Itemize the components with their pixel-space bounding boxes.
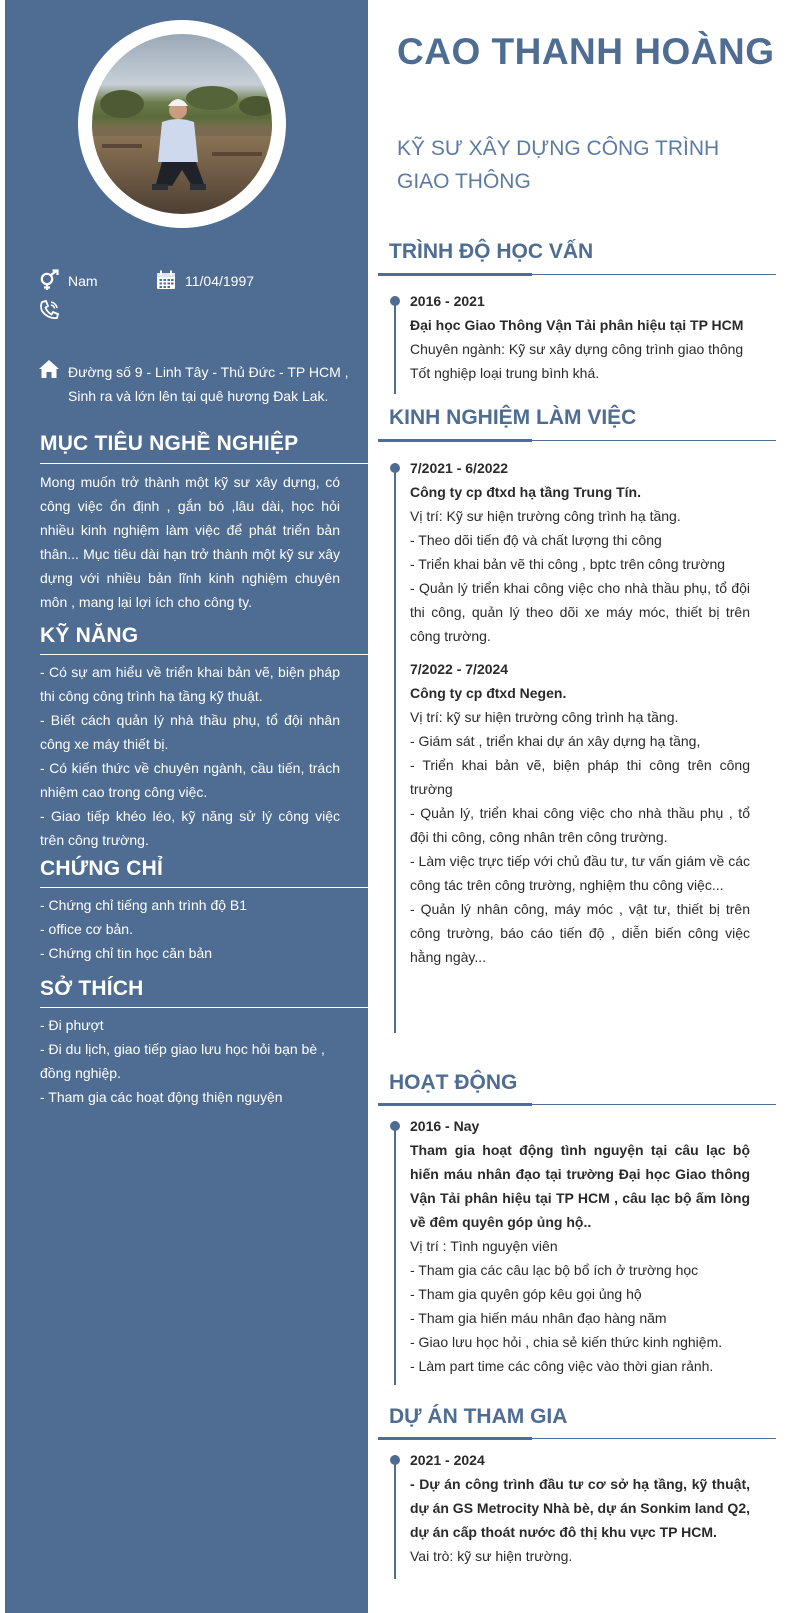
- skills-divider: [40, 654, 373, 655]
- objective-text: Mong muốn trở thành một kỹ sư xây dựng, có công việc ổn định , gắn bó ,lâu dài, học hỏi nhiều kinh nghiệm làm việc để phát triển bản thân... Mục tiêu dài hạn trở thành một kỹ sư xây dựng với nhiều bản lĩnh kinh nghiệm chuyên môn , mang lại lợi ích cho công ty.: [40, 474, 340, 610]
- job-period: 7/2022 - 7/2024: [410, 661, 509, 677]
- hobby-item: - Đi phượt: [40, 1017, 104, 1033]
- avatar-photo: [92, 34, 272, 214]
- activities-line: - Làm part time các công việc vào thời gian rảnh.: [410, 1358, 714, 1374]
- skills-list: [40, 660, 340, 852]
- timeline-dot: [390, 1121, 400, 1131]
- hobby-item: - Tham gia các hoạt động thiện nguyện: [40, 1089, 283, 1105]
- job-line: - Quản lý nhân công, máy móc , vật tư, thiết bị trên công trường, báo cáo tiến độ , diễn biến công việc hằng ngày...: [410, 901, 750, 965]
- certificate-item: - office cơ bản.: [40, 921, 133, 937]
- job-line: Vị trí: kỹ sư hiện trường công trình hạ tầng.: [410, 709, 679, 725]
- activities-line: - Tham gia quyên góp kêu gọi ủng hộ: [410, 1286, 642, 1302]
- home-icon: [38, 358, 60, 380]
- activities-period: 2016 - Nay: [410, 1118, 480, 1134]
- objective-divider: [40, 463, 373, 464]
- job-line: - Quản lý, triển khai công việc cho nhà thầu phụ , tổ đội thi công, công nhân trên công trường.: [410, 805, 750, 845]
- activities-line: - Giao lưu học hỏi , chia sẻ kiến thức kinh nghiệm.: [410, 1334, 723, 1350]
- experience-job-2: [410, 657, 750, 969]
- timeline-dot: [390, 296, 400, 306]
- activities-line: Vị trí : Tình nguyện viên: [410, 1238, 558, 1254]
- education-timeline: [394, 296, 396, 394]
- timeline-dot: [390, 463, 400, 473]
- birthdate-value: 11/04/1997: [185, 273, 255, 289]
- gender-value: Nam: [68, 273, 98, 289]
- skill-item: - Có kiến thức về chuyên ngành, cầu tiến, trách nhiệm cao trong công việc.: [40, 760, 340, 800]
- activities-line: - Tham gia các câu lạc bộ bổ ích ở trường học: [410, 1262, 699, 1278]
- skill-item: - Có sự am hiểu về triển khai bản vẽ, biện pháp thi công công trình hạ tầng kỹ thuật.: [40, 664, 340, 704]
- job-line: - Theo dõi tiến độ và chất lượng thi công: [410, 532, 662, 548]
- gender-icon: [38, 269, 60, 291]
- avatar: [92, 34, 272, 214]
- education-entry: [410, 289, 750, 385]
- experience-divider-accent: [378, 439, 532, 442]
- job-company: Công ty cp đtxd hạ tầng Trung Tín.: [410, 484, 641, 500]
- projects-divider-accent: [378, 1437, 532, 1440]
- job-company: Công ty cp đtxd Negen.: [410, 685, 567, 701]
- job-line: - Quản lý triển khai công việc cho nhà thầu phụ, tổ đội thi công, quản lý theo dõi xe máy móc, thiết bị trên công trường.: [410, 580, 750, 644]
- job-line: - Triển khai bản vẽ thi công , bptc trên công trường: [410, 556, 726, 572]
- calendar-icon: [155, 269, 177, 291]
- job-line: - Giám sát , triển khai dự án xây dựng hạ tầng,: [410, 733, 701, 749]
- education-school: Đại học Giao Thông Vận Tải phân hiệu tại TP HCM: [410, 317, 744, 333]
- experience-title: KINH NGHIỆM LÀM VIỆC: [389, 406, 637, 429]
- certificates-divider: [40, 887, 373, 888]
- activities-entry: [410, 1114, 750, 1378]
- education-line: Chuyên ngành: Kỹ sư xây dựng công trình giao thông: [410, 341, 744, 357]
- education-period: 2016 - 2021: [410, 293, 485, 309]
- projects-period: 2021 - 2024: [410, 1452, 485, 1468]
- activities-timeline: [394, 1121, 396, 1385]
- education-title: TRÌNH ĐỘ HỌC VẤN: [389, 240, 594, 263]
- hobbies-divider: [40, 1007, 373, 1008]
- candidate-title: KỸ SƯ XÂY DỰNG CÔNG TRÌNH GIAO THÔNG: [397, 137, 720, 193]
- activities-line: - Tham gia hiến máu nhân đạo hàng năm: [410, 1310, 667, 1326]
- job-line: - Triển khai bản vẽ, biện pháp thi công trên công trường: [410, 757, 750, 797]
- projects-entry: [410, 1448, 750, 1568]
- education-line: Tốt nghiệp loại trung bình khá.: [410, 365, 600, 381]
- candidate-name: CAO THANH HOÀNG: [397, 31, 775, 72]
- certificates-title: CHỨNG CHỈ: [40, 857, 164, 880]
- hobby-item: - Đi du lịch, giao tiếp giao lưu học hỏi bạn bè , đồng nghiệp.: [40, 1041, 325, 1081]
- projects-title: DỰ ÁN THAM GIA: [389, 1405, 568, 1428]
- skill-item: - Giao tiếp khéo léo, kỹ năng sử lý công việc trên công trường.: [40, 808, 340, 848]
- job-line: - Làm việc trực tiếp với chủ đầu tư, tư vấn giám về các công tác trên công trường, nghiệm thu công việc...: [410, 853, 750, 893]
- certificate-item: - Chứng chỉ tin học căn bản: [40, 945, 213, 961]
- hobbies-list: [40, 1013, 340, 1109]
- activities-divider-accent: [378, 1103, 532, 1106]
- sidebar: [5, 0, 368, 1613]
- address: Đường số 9 - Linh Tây - Thủ Đức - TP HCM , Sinh ra và lớn lên tại quê hương Đak Lak.: [68, 364, 349, 404]
- job-period: 7/2021 - 6/2022: [410, 460, 509, 476]
- activities-headline: Tham gia hoạt động tình nguyện tại câu lạc bộ hiến máu nhân đạo tại trường Đại học Giao thông Vận Tải phân hiệu tại TP HCM , câu lạc bộ ấm lòng về đêm quyên góp ủng hộ..: [410, 1142, 750, 1230]
- skills-title: KỸ NĂNG: [40, 624, 139, 647]
- experience-timeline: [394, 463, 396, 1033]
- timeline-dot: [390, 1455, 400, 1465]
- job-line: Vị trí: Kỹ sư hiện trường công trình hạ tầng.: [410, 508, 681, 524]
- hobbies-title: SỞ THÍCH: [40, 977, 144, 1000]
- avatar-frame: [78, 20, 286, 228]
- skill-item: - Biết cách quản lý nhà thầu phụ, tổ đội nhân công xe máy thiết bị.: [40, 712, 340, 752]
- projects-timeline: [394, 1455, 396, 1579]
- experience-job-1: [410, 456, 750, 648]
- projects-role: Vai trò: kỹ sư hiện trường.: [410, 1548, 573, 1564]
- certificates-list: [40, 893, 340, 965]
- activities-title: HOẠT ĐỘNG: [389, 1071, 518, 1094]
- phone-icon: [38, 299, 60, 321]
- certificate-item: - Chứng chỉ tiếng anh trình độ B1: [40, 897, 248, 913]
- education-divider-accent: [378, 273, 532, 276]
- projects-headline: - Dự án công trình đầu tư cơ sở hạ tầng, kỹ thuật, dự án GS Metrocity Nhà bè, dự án Sonkim land Q2, dự án cấp thoát nước đô thị khu vực TP HCM.: [410, 1476, 750, 1540]
- objective-title: MỤC TIÊU NGHỀ NGHIỆP: [40, 432, 299, 455]
